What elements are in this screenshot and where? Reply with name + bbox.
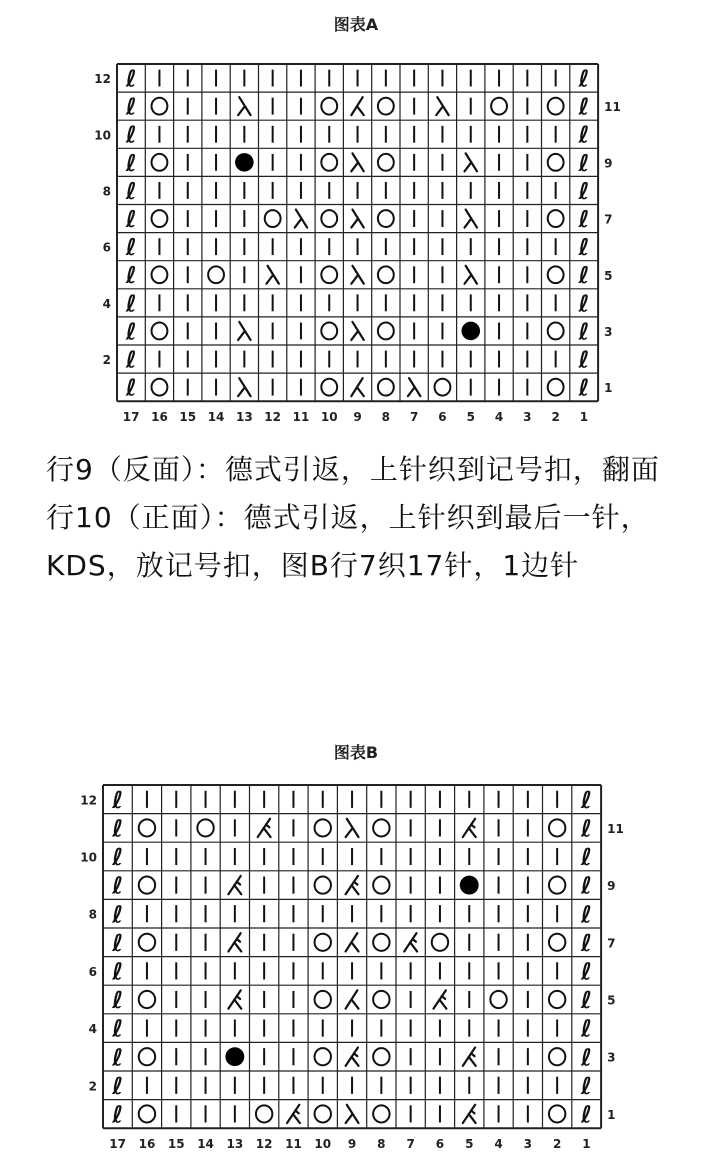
row-number-left: 4 [88,1022,97,1037]
yarn-over-symbol [139,934,155,951]
column-number: 4 [494,410,504,425]
twisted-knit-symbol: ℓ [112,1043,124,1072]
row-number-right: 3 [604,324,613,339]
column-number: 8 [381,410,391,425]
yarn-over-symbol [139,1048,155,1065]
column-number: 16 [151,410,168,425]
row-number-left: 12 [80,793,97,808]
bobble-symbol [225,1047,244,1066]
twisted-knit-symbol: ℓ [580,814,592,843]
twisted-knit-symbol: ℓ [112,986,124,1015]
column-number: 13 [235,410,253,425]
double-decrease-symbol [404,933,417,951]
column-number: 10 [320,410,338,425]
row-number-left: 2 [102,353,111,368]
yarn-over-symbol [315,877,331,894]
column-number: 7 [409,410,419,425]
right-decrease-symbol [346,1105,359,1123]
yarn-over-symbol [139,991,155,1008]
row-number-left: 10 [94,128,111,143]
row-number-right: 7 [607,936,616,951]
twisted-knit-symbol: ℓ [580,957,592,986]
yarn-over-symbol [373,1105,389,1122]
double-decrease-symbol [346,1048,359,1066]
twisted-knit-symbol: ℓ [112,1071,124,1100]
row-number-right: 5 [604,268,613,283]
column-number: 16 [138,1137,156,1152]
twisted-knit-symbol: ℓ [578,375,590,402]
chart-a-title: 图表A [333,15,379,34]
twisted-knit-symbol: ℓ [112,900,124,929]
row-number-right: 3 [607,1050,616,1065]
row-number-right: 11 [607,821,624,836]
bobble-symbol [460,876,479,895]
double-decrease-symbol [346,876,359,894]
column-number: 14 [207,410,225,425]
twisted-knit-symbol: ℓ [578,291,590,318]
yarn-over-symbol [373,819,389,836]
double-decrease-symbol [463,819,476,837]
column-number: 7 [406,1137,415,1152]
row-number-left: 6 [88,964,97,979]
twisted-knit-symbol: ℓ [125,263,137,290]
yarn-over-symbol [549,1105,565,1122]
yarn-over-symbol [315,819,331,836]
instruction-row-9: 行9（反面）：德式引返，上针织到记号扣，翻面 [46,453,660,486]
yarn-over-symbol [139,877,155,894]
yarn-over-symbol [315,1105,331,1122]
left-decrease-symbol [346,990,359,1008]
column-number: 5 [466,410,475,425]
column-number: 10 [314,1137,332,1152]
twisted-knit-symbol: ℓ [578,263,590,290]
yarn-over-symbol [315,934,331,951]
column-number: 1 [579,410,589,425]
yarn-over-symbol [549,877,565,894]
double-decrease-symbol [463,1048,476,1066]
twisted-knit-symbol: ℓ [112,1100,124,1129]
column-number: 1 [582,1137,591,1152]
yarn-over-symbol [139,1105,155,1122]
twisted-knit-symbol: ℓ [112,785,124,814]
twisted-knit-symbol: ℓ [125,66,137,93]
twisted-knit-symbol: ℓ [125,291,137,318]
twisted-knit-symbol: ℓ [125,235,137,262]
double-decrease-symbol [228,933,241,951]
double-decrease-symbol [228,876,241,894]
row-number-left: 8 [102,184,111,199]
column-number: 11 [285,1137,302,1152]
instruction-row-10: 行10（正面）：德式引返，上针织到最后一针，KDS，放记号扣，图B行7织17针，1边针 [46,501,650,582]
twisted-knit-symbol: ℓ [578,235,590,262]
chart-b-title: 图表B [333,743,379,762]
twisted-knit-symbol: ℓ [578,94,590,121]
twisted-knit-symbol: ℓ [580,1014,592,1043]
twisted-knit-symbol: ℓ [125,94,137,121]
double-decrease-symbol [463,1105,476,1123]
twisted-knit-symbol: ℓ [578,66,590,93]
double-decrease-symbol [228,990,241,1008]
yarn-over-symbol [197,819,213,836]
twisted-knit-symbol: ℓ [112,814,124,843]
column-number: 17 [109,1137,127,1152]
twisted-knit-symbol: ℓ [112,1014,124,1043]
row-number-left: 10 [80,850,97,865]
column-number: 13 [226,1137,244,1152]
row-number-left: 6 [102,240,111,255]
column-number: 6 [435,1137,445,1152]
twisted-knit-symbol: ℓ [112,957,124,986]
column-number: 9 [353,410,362,425]
column-number: 2 [552,1137,562,1152]
row-number-left: 4 [102,296,111,311]
twisted-knit-symbol: ℓ [580,1071,592,1100]
yarn-over-symbol [549,819,565,836]
yarn-over-symbol [373,991,389,1008]
column-number: 17 [122,410,140,425]
yarn-over-symbol [139,819,155,836]
twisted-knit-symbol: ℓ [578,150,590,177]
yarn-over-symbol [315,1048,331,1065]
twisted-knit-symbol: ℓ [125,319,137,346]
twisted-knit-symbol: ℓ [125,122,137,149]
yarn-over-symbol [549,934,565,951]
column-number: 6 [438,410,447,425]
yarn-over-symbol [549,1048,565,1065]
column-number: 3 [523,410,532,425]
column-number: 8 [377,1137,386,1152]
column-number: 9 [347,1137,357,1152]
twisted-knit-symbol: ℓ [112,843,124,872]
yarn-over-symbol [256,1105,272,1122]
twisted-knit-symbol: ℓ [578,319,590,346]
yarn-over-symbol [432,934,448,951]
twisted-knit-symbol: ℓ [580,900,592,929]
twisted-knit-symbol: ℓ [580,928,592,957]
row-number-right: 7 [604,212,613,227]
row-number-right: 9 [604,156,613,171]
twisted-knit-symbol: ℓ [125,375,137,402]
column-number: 14 [197,1137,214,1152]
row-number-left: 8 [88,907,97,922]
column-number: 4 [494,1137,503,1152]
row-number-right: 1 [604,381,613,396]
column-number: 15 [179,410,197,425]
twisted-knit-symbol: ℓ [125,150,137,177]
column-number: 15 [167,1137,185,1152]
double-decrease-symbol [434,990,447,1008]
twisted-knit-symbol: ℓ [580,843,592,872]
column-number: 2 [551,410,560,425]
twisted-knit-symbol: ℓ [125,206,137,233]
left-decrease-symbol [346,933,359,951]
twisted-knit-symbol: ℓ [125,347,137,374]
twisted-knit-symbol: ℓ [125,178,137,205]
row-number-right: 11 [604,100,621,115]
twisted-knit-symbol: ℓ [578,347,590,374]
yarn-over-symbol [373,877,389,894]
yarn-over-symbol [373,934,389,951]
column-number: 5 [465,1137,474,1152]
twisted-knit-symbol: ℓ [578,178,590,205]
twisted-knit-symbol: ℓ [580,1043,592,1072]
double-decrease-symbol [258,819,271,837]
row-number-left: 2 [88,1079,97,1094]
twisted-knit-symbol: ℓ [112,871,124,900]
twisted-knit-symbol: ℓ [580,871,592,900]
yarn-over-symbol [373,1048,389,1065]
row-number-right: 1 [607,1107,616,1122]
row-number-right: 9 [607,879,616,894]
right-decrease-symbol [346,819,359,837]
row-number-left: 12 [94,72,111,87]
column-number: 11 [292,410,310,425]
column-number: 3 [523,1137,533,1152]
twisted-knit-symbol: ℓ [112,928,124,957]
yarn-over-symbol [315,991,331,1008]
yarn-over-symbol [490,991,506,1008]
twisted-knit-symbol: ℓ [580,785,592,814]
twisted-knit-symbol: ℓ [580,986,592,1015]
double-decrease-symbol [287,1105,300,1123]
column-number: 12 [264,410,282,425]
twisted-knit-symbol: ℓ [580,1100,592,1129]
column-number: 12 [255,1137,273,1152]
yarn-over-symbol [549,991,565,1008]
twisted-knit-symbol: ℓ [578,122,590,149]
row-number-right: 5 [607,993,616,1008]
twisted-knit-symbol: ℓ [578,206,590,233]
